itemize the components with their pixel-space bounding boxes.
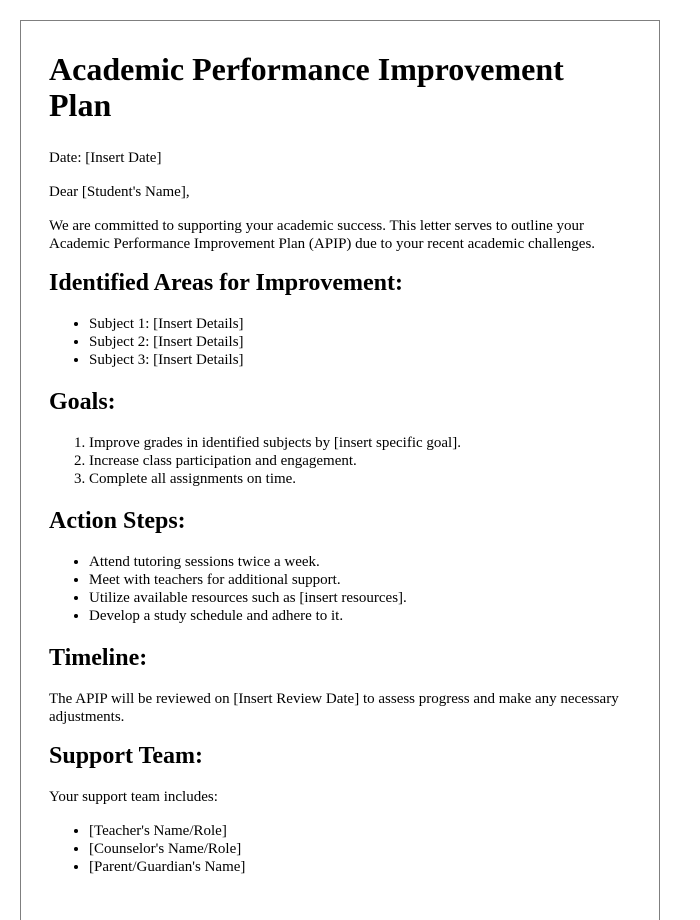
action-steps-heading: Action Steps:: [49, 508, 186, 534]
goals-heading: Goals:: [49, 389, 116, 415]
action-steps-list: [49, 553, 631, 625]
list-item: • Subject 1: [Insert Details]: [89, 315, 631, 333]
list-item: • Utilize available resources such as [insert resources].: [89, 589, 631, 607]
improvement-areas-heading: Identified Areas for Improvement:: [49, 270, 403, 296]
support-team-list: [49, 822, 631, 876]
timeline-heading: Timeline:: [49, 645, 148, 671]
improvement-areas-list: [49, 315, 631, 369]
list-item: • Attend tutoring sessions twice a week.: [89, 553, 631, 571]
date-line: Date: [Insert Date]: [49, 150, 162, 166]
list-item: • Subject 3: [Insert Details]: [89, 351, 631, 369]
list-item: • [Parent/Guardian's Name]: [89, 858, 631, 876]
list-item: 1. Improve grades in identified subjects by [insert specific goal].: [89, 434, 631, 452]
list-item: • Develop a study schedule and adhere to it.: [89, 607, 631, 625]
list-item: • Subject 2: [Insert Details]: [89, 333, 631, 351]
timeline-paragraph: The APIP will be reviewed on [Insert Review Date] to assess progress and make any necessary adjustments.: [49, 691, 619, 725]
list-item: 3. Complete all assignments on time.: [89, 470, 631, 488]
document-title: Academic Performance Improvement Plan: [49, 51, 564, 123]
list-item: • Meet with teachers for additional support.: [89, 571, 631, 589]
salutation: Dear [Student's Name],: [49, 184, 190, 200]
list-item: 2. Increase class participation and engagement.: [89, 452, 631, 470]
list-item: • [Counselor's Name/Role]: [89, 840, 631, 858]
intro-paragraph: We are committed to supporting your academic success. This letter serves to outline your Academic Performance Improvement Plan (APIP) due to your recent academic challenges.: [49, 218, 596, 252]
list-item: • [Teacher's Name/Role]: [89, 822, 631, 840]
goals-list: [49, 434, 631, 488]
support-team-heading: Support Team:: [49, 743, 204, 769]
letter-page: [20, 20, 660, 920]
support-team-intro: Your support team includes:: [49, 789, 218, 805]
